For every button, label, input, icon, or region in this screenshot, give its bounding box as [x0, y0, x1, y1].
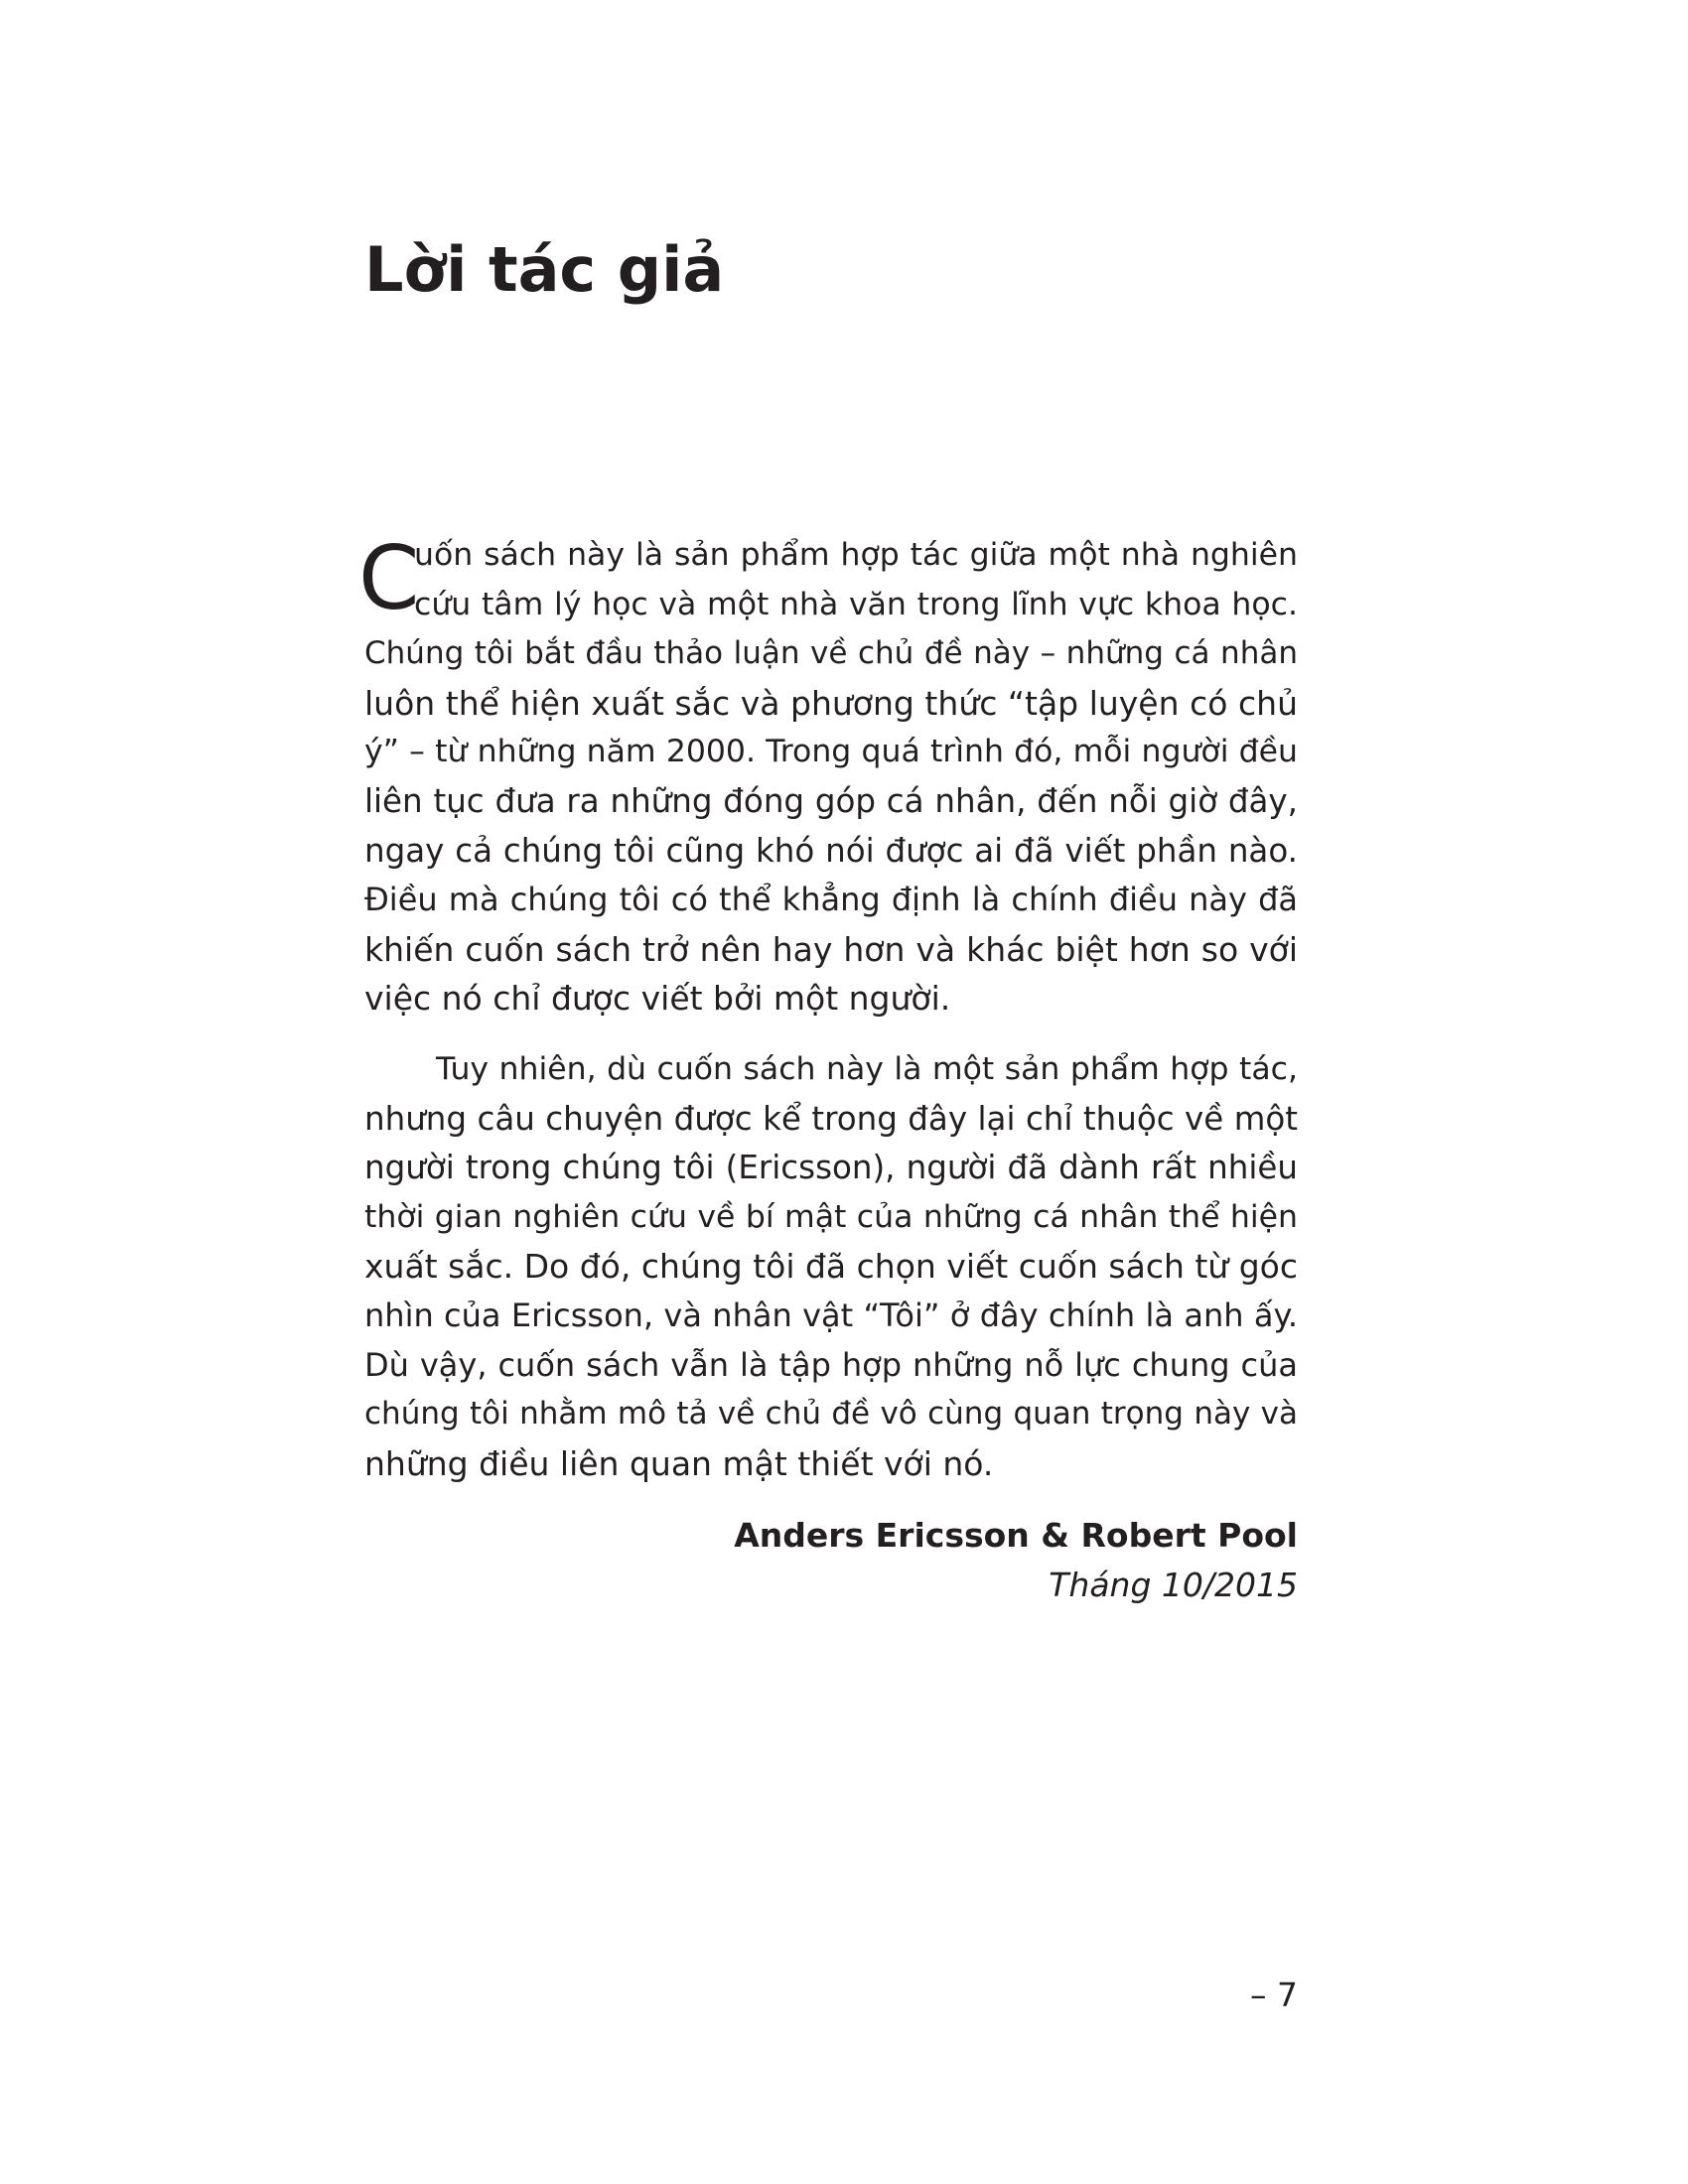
- text-line: khiến cuốn sách trở nên hay hơn và khác biệt hơn so với: [364, 929, 1298, 969]
- text-line: những điều liên quan mật thiết với nó.: [364, 1443, 994, 1483]
- page-number: – 7: [1250, 1976, 1298, 2014]
- text-line: nhưng câu chuyện được kể trong đây lại chỉ thuộc về một: [364, 1099, 1298, 1138]
- text-line: cứu tâm lý học và một nhà văn trong lĩnh vực khoa học.: [414, 586, 1298, 622]
- text-line: Dù vậy, cuốn sách vẫn là tập hợp những nỗ lực chung của: [364, 1345, 1298, 1384]
- paragraph-1: [358, 527, 1298, 1024]
- drop-cap: C: [358, 527, 420, 629]
- text-line: thời gian nghiên cứu về bí mật của những cá nhân thể hiện: [364, 1198, 1298, 1235]
- text-line: Chúng tôi bắt đầu thảo luận về chủ đề này – những cá nhân: [364, 635, 1298, 672]
- paragraph-2: [364, 1045, 1298, 1488]
- signature-block: [364, 1511, 1298, 1610]
- text-line: ngay cả chúng tôi cũng khó nói được ai đã viết phần nào.: [364, 831, 1298, 870]
- text-line: Điều mà chúng tôi có thể khẳng định là chính điều này đã: [364, 881, 1298, 919]
- text-line: nhìn của Ericsson, và nhân vật “Tôi” ở đây chính là anh ấy.: [364, 1296, 1298, 1334]
- author-names: Anders Ericsson & Robert Pool: [734, 1516, 1298, 1555]
- body-text: [358, 527, 1298, 1488]
- text-line: người trong chúng tôi (Ericsson), người đã dành rất nhiều: [364, 1149, 1298, 1187]
- text-line: uốn sách này là sản phẩm hợp tác giữa một nhà nghiên: [414, 537, 1298, 573]
- text-line: xuất sắc. Do đó, chúng tôi đã chọn viết cuốn sách từ góc: [364, 1247, 1298, 1287]
- text-line: ý” – từ những năm 2000. Trong quá trình đó, mỗi người đều: [364, 734, 1298, 770]
- signature-date: Tháng 10/2015: [1049, 1566, 1298, 1604]
- text-line: việc nó chỉ được viết bởi một người.: [364, 979, 951, 1019]
- page-title: Lời tác giả: [364, 233, 725, 306]
- text-line: liên tục đưa ra những đóng góp cá nhân, đến nỗi giờ đây,: [364, 781, 1298, 820]
- text-line: Tuy nhiên, dù cuốn sách này là một sản phẩm hợp tác,: [436, 1050, 1298, 1087]
- text-line: chúng tôi nhằm mô tả về chủ đề vô cùng quan trọng này và: [364, 1396, 1298, 1433]
- text-line: luôn thể hiện xuất sắc và phương thức “tập luyện có chủ: [364, 683, 1298, 723]
